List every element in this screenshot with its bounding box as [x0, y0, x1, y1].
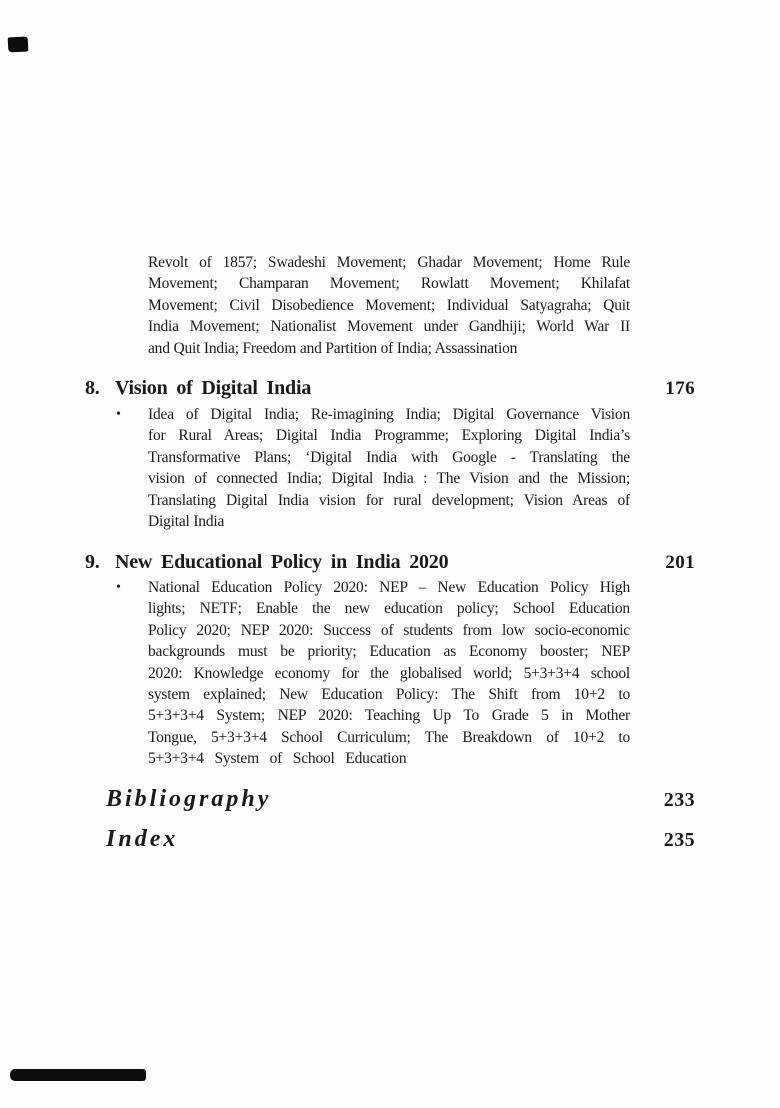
text-line: Idea of Digital India; Re-imagining India; Digital Governance Vision	[148, 406, 630, 423]
back-matter-title: Bibliography	[106, 786, 272, 812]
toc-entry-description-8	[116, 404, 630, 532]
text-line: system explained; New Education Policy: The Shift from 10+2 to	[148, 685, 630, 703]
text-line: vision of connected India; Digital India : The Vision and the Mission;	[148, 470, 630, 488]
text-line: Revolt of 1857; Swadeshi Movement; Ghadar Movement; Home Rule	[148, 254, 630, 271]
text-line: lights; NETF; Enable the new education policy; School Education	[148, 600, 630, 618]
chapter-number: 9.	[85, 551, 100, 573]
text-line: 5+3+3+4 System; NEP 2020: Teaching Up To Grade 5 in Mother	[148, 707, 630, 725]
text-line: India Movement; Nationalist Movement under Gandhiji; World War II	[148, 318, 630, 336]
back-matter-title: Index	[106, 826, 179, 852]
chapter-topics	[148, 404, 630, 532]
chapter-title: New Educational Policy in India 2020	[115, 551, 449, 573]
page-number: 233	[663, 789, 695, 811]
text-line: and Quit India; Freedom and Partition of India; Assassination	[148, 339, 518, 357]
text-line: Tongue, 5+3+3+4 School Curriculum; The Breakdown of 10+2 to	[148, 728, 630, 746]
text-line: Translating Digital India vision for rural development; Vision Areas of	[148, 491, 630, 509]
toc-entry-description-9	[116, 577, 630, 770]
page-number: 235	[663, 829, 695, 851]
toc-entry-bibliography	[106, 786, 695, 813]
text-line: Digital India	[148, 512, 225, 530]
page-number: 201	[665, 552, 695, 573]
text-line: Policy 2020; NEP 2020: Success of students from low socio-economic	[148, 621, 630, 639]
toc-entry-heading-8	[85, 377, 695, 400]
toc-entry-index	[106, 826, 695, 853]
bullet-icon: •	[116, 580, 121, 595]
text-line: Movement; Civil Disobedience Movement; Individual Satyagraha; Quit	[148, 296, 630, 314]
scan-artifact-bottom	[10, 1069, 146, 1081]
chapter-number: 8.	[85, 377, 100, 399]
toc-entry-heading-9	[85, 551, 695, 574]
scan-artifact-top	[8, 36, 29, 52]
bullet-icon: •	[116, 407, 121, 422]
text-line: backgrounds must be priority; Education as Economy booster; NEP	[148, 643, 630, 661]
text-line: 5+3+3+4 System of School Education	[148, 750, 407, 768]
text-line: National Education Policy 2020: NEP – New Education Policy High	[148, 579, 630, 596]
chapter-title: Vision of Digital India	[115, 377, 312, 399]
chapter-topics	[148, 577, 630, 770]
text-line: 2020: Knowledge economy for the globalised world; 5+3+3+4 school	[148, 664, 630, 682]
toc-description-continuation	[148, 252, 630, 359]
page-number: 176	[665, 378, 695, 399]
text-line: Movement; Champaran Movement; Rowlatt Movement; Khilafat	[148, 275, 630, 293]
text-line: Transformative Plans; ‘Digital India with Google - Translating the	[148, 448, 630, 466]
text-line: for Rural Areas; Digital India Programme; Exploring Digital India’s	[148, 427, 630, 445]
